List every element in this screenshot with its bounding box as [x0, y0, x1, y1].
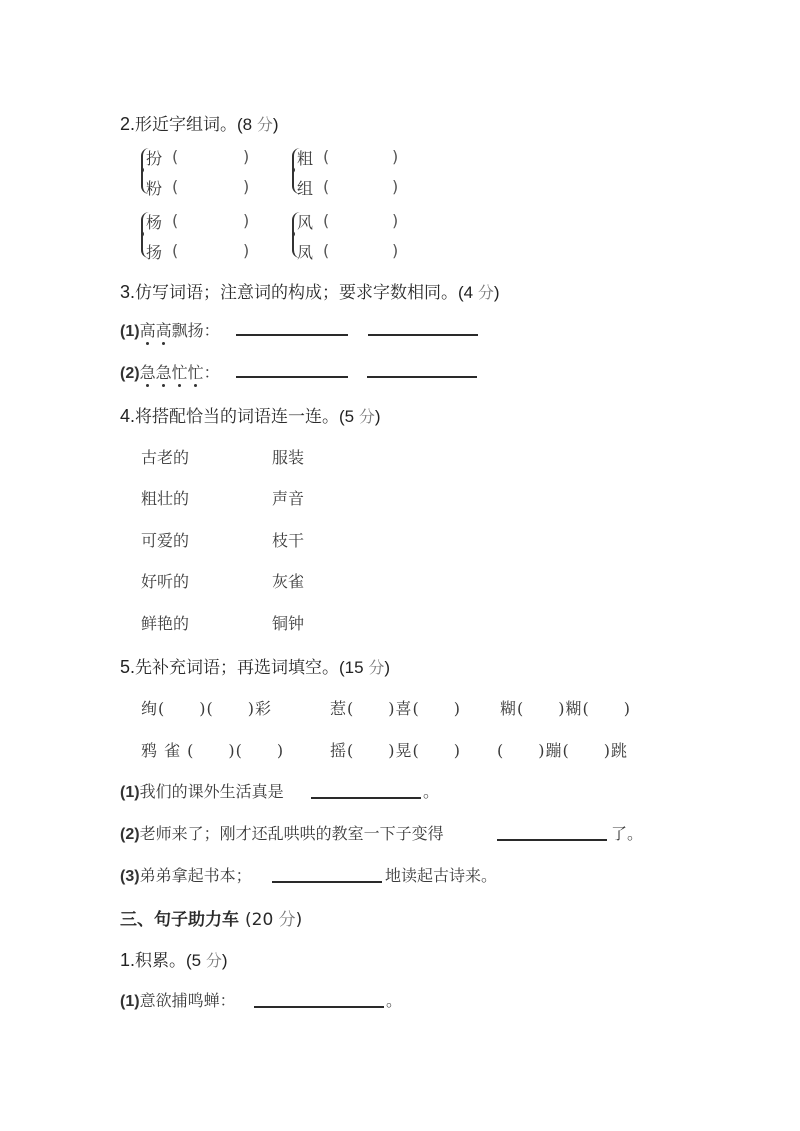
- s3q1-score-open: (5: [186, 951, 206, 970]
- item-label: (1): [120, 993, 140, 1010]
- paren-close: ): [243, 241, 250, 260]
- q4-title: 将搭配恰当的词语连一连。: [135, 407, 340, 427]
- paren-open: (: [323, 211, 330, 230]
- match-right-item[interactable]: 服装: [272, 448, 305, 467]
- sentence-text: 我们的课外生活真是: [139, 782, 284, 801]
- s3q1-item-1: [120, 988, 236, 1011]
- sentence-text: 老师来了；刚才还乱哄哄的教室一下子变得: [139, 824, 444, 843]
- q2-char: 扮: [146, 149, 163, 168]
- section-score-close: ): [295, 910, 303, 930]
- sentence-text: 意欲捕鸣蝉：: [139, 991, 236, 1010]
- dotted-char: 高: [155, 321, 172, 340]
- q3-item-1: [120, 318, 220, 341]
- s3q1-number: 1.: [120, 950, 136, 970]
- answer-blank[interactable]: [236, 376, 348, 378]
- sentence-end: 地读起古诗来。: [385, 866, 498, 885]
- word-fill-item[interactable]: 鸦 雀 ( )( ): [141, 741, 285, 760]
- sentence-text: 弟弟拿起书本；: [139, 866, 252, 885]
- char: 扬: [187, 321, 204, 340]
- match-left-item[interactable]: 可爱的: [141, 531, 190, 550]
- answer-blank[interactable]: [497, 839, 607, 841]
- q2-char: 杨: [146, 213, 163, 232]
- q2-char: 扬: [146, 243, 163, 262]
- q2-score-unit: 分: [256, 115, 273, 134]
- paren-open: (: [172, 177, 179, 196]
- answer-blank[interactable]: [272, 881, 382, 883]
- match-left-item[interactable]: 古老的: [141, 448, 190, 467]
- q3-title: 仿写词语；注意词的构成；要求字数相同。: [135, 283, 459, 303]
- word-fill-item[interactable]: 糊( )糊( ): [500, 699, 631, 718]
- answer-blank[interactable]: [236, 334, 348, 336]
- answer-blank[interactable]: [367, 376, 477, 378]
- q3-score-unit: 分: [477, 283, 494, 302]
- q5-number: 5.: [120, 657, 136, 677]
- colon: ：: [203, 321, 220, 340]
- match-left-item[interactable]: 粗壮的: [141, 489, 190, 508]
- section-3-heading: [120, 905, 302, 930]
- paren-open: (: [323, 241, 330, 260]
- q3-item-2: [120, 360, 220, 383]
- q2-score-open: (8: [237, 115, 257, 134]
- match-left-item[interactable]: 鲜艳的: [141, 614, 190, 633]
- match-right-item[interactable]: 铜钟: [272, 614, 305, 633]
- paren-close: ): [243, 177, 250, 196]
- q4-heading: [120, 402, 381, 427]
- char: 飘: [171, 321, 188, 340]
- s3q1-title: 积累。: [135, 951, 187, 971]
- q2-title: 形近字组词。: [135, 115, 238, 135]
- paren-close: ): [392, 241, 399, 260]
- match-left-item[interactable]: 好听的: [141, 572, 190, 591]
- section-score-unit: 分: [278, 910, 296, 930]
- paren-close: ): [392, 177, 399, 196]
- q2-char: 组: [297, 179, 314, 198]
- item-label: (1): [120, 784, 140, 801]
- paren-open: (: [172, 147, 179, 166]
- match-right-item[interactable]: 声音: [272, 489, 305, 508]
- q2-char: 风: [297, 213, 314, 232]
- colon: ：: [203, 363, 220, 382]
- word-fill-item[interactable]: 绚( )( )彩: [141, 699, 272, 718]
- answer-blank[interactable]: [368, 334, 478, 336]
- paren-close: ): [392, 211, 399, 230]
- answer-blank[interactable]: [311, 797, 421, 799]
- q5-title: 先补充词语；再选词填空。: [135, 658, 340, 678]
- q2-char: 粉: [146, 179, 163, 198]
- q4-score-unit: 分: [358, 407, 375, 426]
- paren-close: ): [392, 147, 399, 166]
- paren-close: ): [243, 211, 250, 230]
- q4-score-close: ): [374, 407, 381, 426]
- dotted-char: 高: [139, 321, 156, 340]
- match-right-item[interactable]: 枝干: [272, 531, 305, 550]
- q2-number: 2.: [120, 114, 136, 134]
- dotted-char: 忙: [187, 363, 204, 382]
- q5-sentence-2: [120, 821, 444, 844]
- q3-heading: [120, 278, 500, 303]
- s3q1-score-unit: 分: [205, 951, 222, 970]
- item-label: (2): [120, 826, 140, 843]
- q3-number: 3.: [120, 282, 136, 302]
- q3-score-close: ): [493, 283, 500, 302]
- q2-score-close: ): [272, 115, 279, 134]
- sentence-end: 。: [423, 782, 440, 801]
- q4-number: 4.: [120, 406, 136, 426]
- q5-score-close: ): [384, 658, 390, 677]
- q5-heading: [120, 653, 390, 678]
- match-right-item[interactable]: 灰雀: [272, 572, 305, 591]
- dotted-char: 急: [139, 363, 156, 382]
- section-score-open: (20: [245, 910, 279, 930]
- dotted-char: 急: [155, 363, 172, 382]
- paren-open: (: [172, 241, 179, 260]
- sentence-end: 了。: [611, 824, 644, 843]
- q2-heading: [120, 110, 279, 135]
- dotted-char: 忙: [171, 363, 188, 382]
- s3q1-heading: [120, 946, 228, 971]
- word-fill-item[interactable]: ( )蹦( )跳: [497, 741, 628, 760]
- q2-char: 凤: [297, 243, 314, 262]
- word-fill-item[interactable]: 惹( )喜( ): [330, 699, 461, 718]
- q4-score-open: (5: [339, 407, 359, 426]
- q3-score-open: (4: [458, 283, 478, 302]
- paren-open: (: [172, 211, 179, 230]
- word-fill-item[interactable]: 摇( )晃( ): [330, 741, 461, 760]
- q5-score-open: (15: [339, 658, 369, 677]
- sentence-end: 。: [386, 991, 403, 1010]
- answer-blank[interactable]: [254, 1006, 384, 1008]
- paren-open: (: [323, 177, 330, 196]
- paren-close: ): [243, 147, 250, 166]
- s3q1-score-close: ): [221, 951, 228, 970]
- item-label: (2): [120, 365, 140, 382]
- item-label: (3): [120, 868, 140, 885]
- item-label: (1): [120, 323, 140, 340]
- section-title: 三、句子助力车: [120, 910, 239, 930]
- q5-sentence-1: [120, 779, 284, 802]
- q5-score-unit: 分: [368, 658, 385, 677]
- q2-char: 粗: [297, 149, 314, 168]
- paren-open: (: [323, 147, 330, 166]
- q5-sentence-3: [120, 863, 252, 886]
